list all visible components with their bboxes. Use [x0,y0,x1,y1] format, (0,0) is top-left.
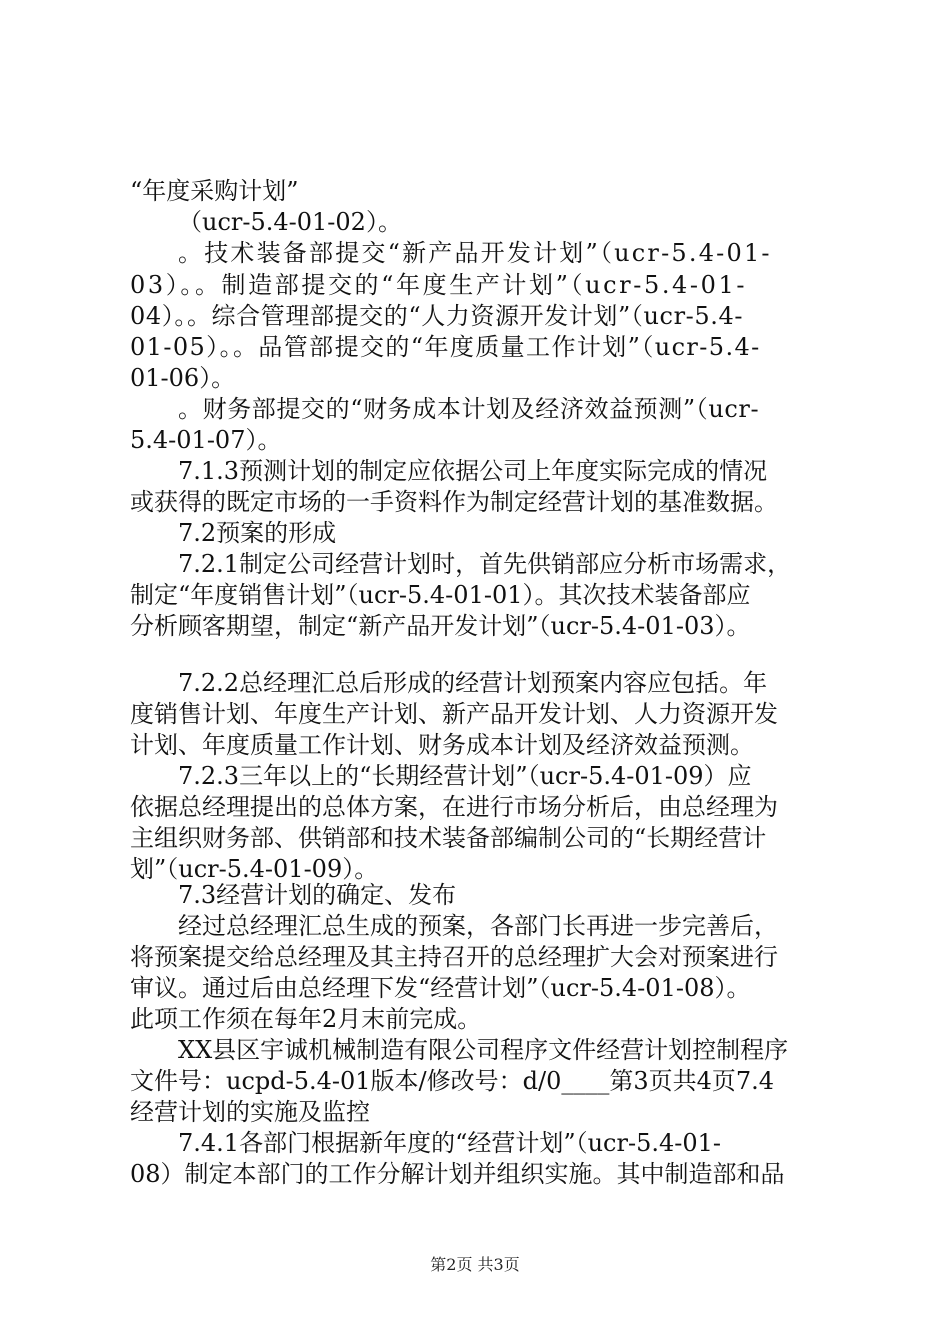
text-line: 01-05）。。品管部提交的“年度质量工作计划”（ucr-5.4- [130,333,761,361]
text-line: 分析顾客期望，制定“新产品开发计划”（ucr-5.4-01-03）。 [130,612,751,640]
text-line: 7.1.3预测计划的制定应依据公司上年度实际完成的情况 [178,457,768,485]
text-line: XX县区宇诚机械制造有限公司程序文件经营计划控制程序 [178,1036,789,1064]
text-line: “年度采购计划” [130,177,299,205]
text-line: 7.2.2总经理汇总后形成的经营计划预案内容应包括。年 [178,669,768,697]
text-line: 08）制定本部门的工作分解计划并组织实施。其中制造部和品 [130,1160,785,1188]
page-footer: 第2页 共3页 [430,1255,520,1274]
text-line: 将预案提交给总经理及其主持召开的总经理扩大会对预案进行 [130,943,778,971]
text-line: 7.2.3三年以上的“长期经营计划”（ucr-5.4-01-09）应 [178,762,752,790]
text-line: 01-06）。 [130,364,236,392]
text-line: 。技术装备部提交“新产品开发计划”（ucr-5.4-01- [178,239,772,267]
text-line: 制定“年度销售计划”（ucr-5.4-01-01）。其次技术装备部应 [130,581,751,609]
text-line: 划”（ucr-5.4-01-09）。 [130,855,379,883]
text-line: 依据总经理提出的总体方案，在进行市场分析后，由总经理为 [130,793,778,821]
text-line: 04）。。综合管理部提交的“人力资源开发计划”（ucr-5.4- [130,302,744,330]
text-line: 5.4-01-07）。 [130,426,282,454]
section-heading: 7.2预案的形成 [178,519,337,547]
text-line: （ucr-5.4-01-02）。 [178,208,402,236]
text-line: 主组织财务部、供销部和技术装备部编制公司的“长期经营计 [130,824,767,852]
section-heading: 7.3经营计划的确定、发布 [178,881,457,909]
text-line: 或获得的既定市场的一手资料作为制定经营计划的基准数据。 [130,488,778,516]
text-line: 经过总经理汇总生成的预案，各部门长再进一步完善后， [178,912,778,940]
text-line: 计划、年度质量工作计划、财务成本计划及经济效益预测。 [130,731,754,759]
text-line: 7.4.1各部门根据新年度的“经营计划”（ucr-5.4-01- [178,1129,722,1157]
text-line: 审议。通过后由总经理下发“经营计划”（ucr-5.4-01-08）。 [130,974,751,1002]
text-line: 03）。。制造部提交的“年度生产计划”（ucr-5.4-01- [130,271,748,299]
text-line: 。财务部提交的“财务成本计划及经济效益预测”（ucr- [178,395,760,423]
text-line: 此项工作须在每年2月末前完成。 [130,1005,482,1033]
text-line: 度销售计划、年度生产计划、新产品开发计划、人力资源开发 [130,700,778,728]
text-line: 经营计划的实施及监控 [130,1098,370,1126]
text-line: 文件号：ucpd-5.4-01版本/修改号：d/0____第3页共4页7.4 [130,1067,775,1095]
text-line: 7.2.1制定公司经营计划时，首先供销部应分析市场需求， [178,550,792,578]
